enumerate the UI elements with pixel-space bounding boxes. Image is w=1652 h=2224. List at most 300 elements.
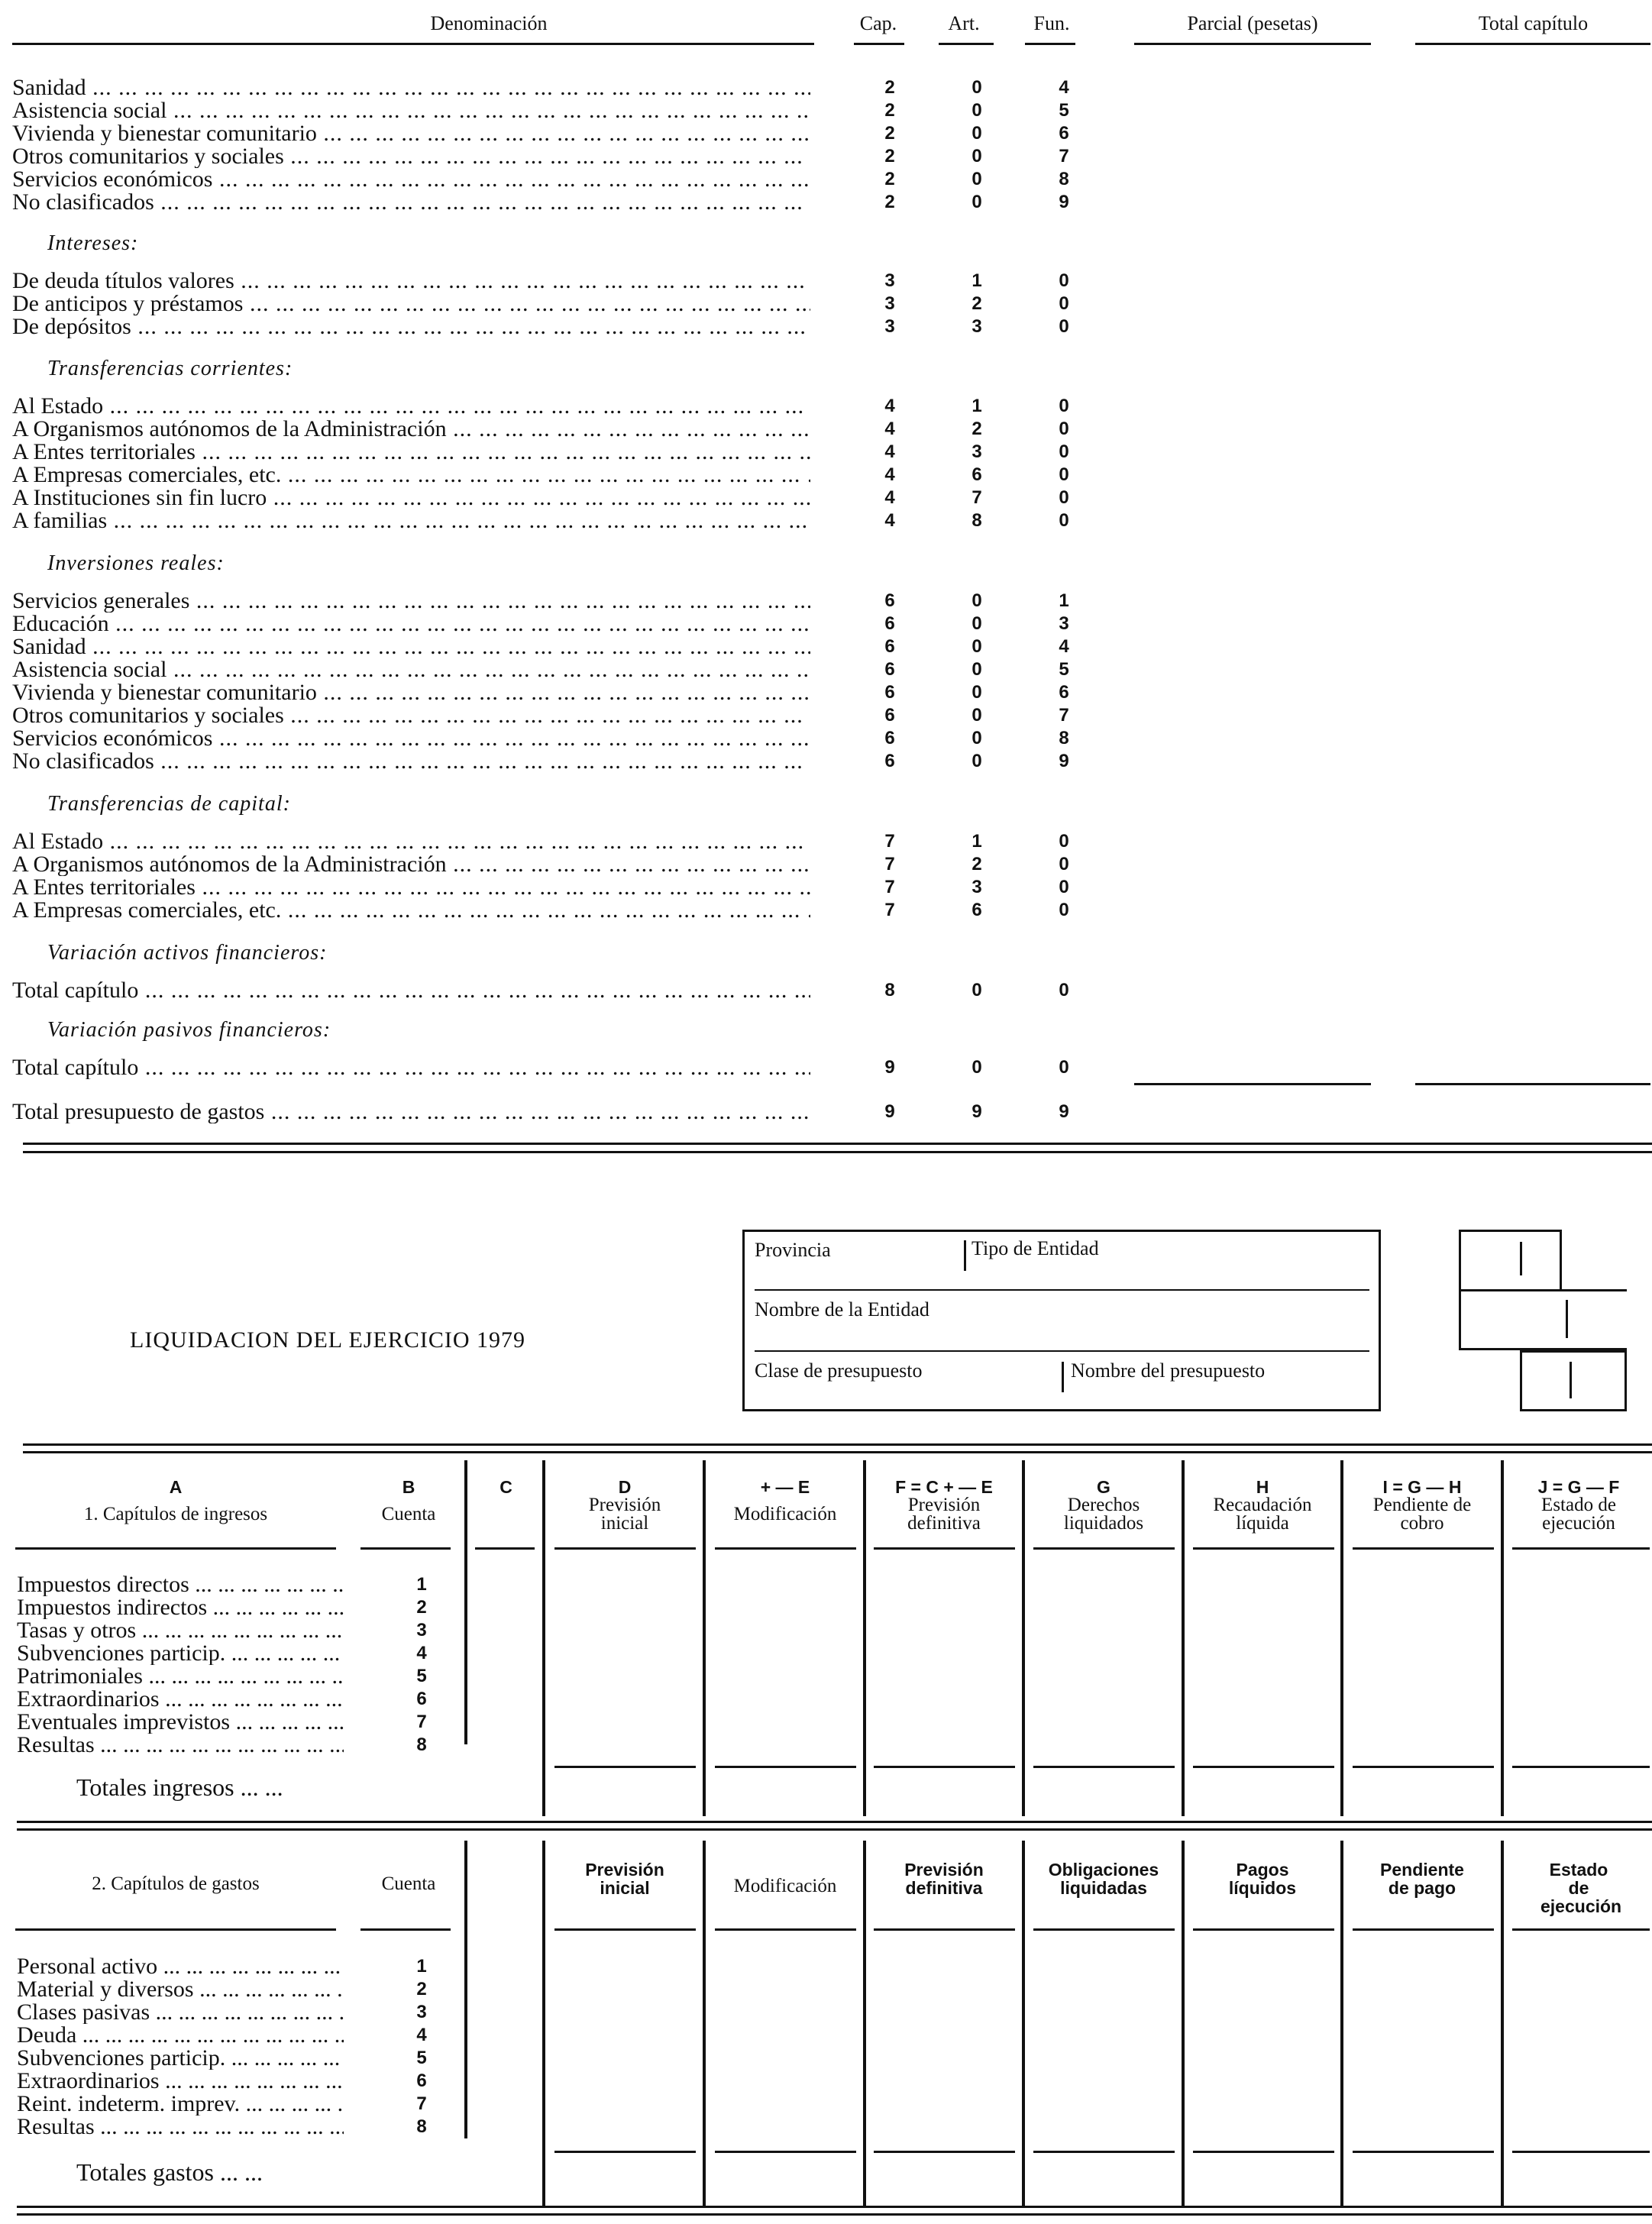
row-art: 1	[971, 831, 982, 852]
row-fun: 5	[1059, 100, 1069, 121]
col-label: Estado de ejecución	[1541, 1495, 1616, 1534]
row-fun: 0	[1059, 293, 1069, 314]
header-underline	[360, 1928, 451, 1931]
row-fun: 0	[1059, 396, 1069, 416]
col-label: 1. Capítulos de ingresos	[83, 1504, 268, 1524]
budget-row	[12, 1056, 1089, 1079]
row-cap: 4	[884, 396, 895, 416]
budget-row	[12, 727, 1089, 750]
col-label: Obligaciones liquidadas	[1048, 1860, 1159, 1898]
section-double-rule	[23, 1151, 1652, 1153]
row-label: Asistencia social ... .	[12, 99, 810, 122]
section-title-transferencias-capital: Transferencias de capital:	[47, 792, 291, 816]
row-label: A Instituciones sin fin lucro ... .	[12, 486, 810, 509]
row-cap: 3	[884, 316, 895, 337]
code-box-top	[1459, 1230, 1562, 1289]
budget-row	[12, 681, 1089, 704]
ingresos-row	[17, 1734, 445, 1757]
header-rule-parcial	[1134, 43, 1371, 45]
row-label: Vivienda y bienestar comunitario ... .	[12, 681, 810, 704]
gastos-col-b-header	[359, 1875, 458, 1893]
row-art: 9	[971, 1101, 982, 1122]
row-label: Otros comunitarios y sociales ... .	[12, 145, 810, 168]
row-label: Al Estado ... .	[12, 830, 810, 853]
row-cuenta: 1	[416, 1956, 427, 1977]
col-label: Modificación	[733, 1876, 837, 1896]
sum-rule	[715, 1766, 856, 1768]
row-cuenta: 6	[416, 2070, 427, 2091]
col-letter: A	[169, 1477, 183, 1497]
budget-row	[12, 122, 1089, 145]
row-cap: 8	[884, 980, 895, 1000]
col-label: Cuenta	[381, 1873, 436, 1894]
row-label: Otros comunitarios y sociales ... .	[12, 704, 810, 727]
budget-row	[12, 635, 1089, 658]
nombre-entidad-label: Nombre de la Entidad	[755, 1298, 929, 1320]
row-label: No clasificados ... .	[12, 191, 810, 214]
header-art: Art.	[948, 12, 980, 34]
row-fun: 0	[1059, 441, 1069, 462]
header-underline	[360, 1547, 451, 1550]
row-cap: 2	[884, 100, 895, 121]
col-a-header	[15, 1478, 336, 1524]
row-cap: 4	[884, 510, 895, 531]
col-divider	[703, 1460, 706, 1816]
row-label: Impuestos directos ... .	[17, 1573, 344, 1596]
row-art: 6	[971, 900, 982, 920]
sum-rule	[1033, 2151, 1175, 2153]
row-cuenta: 3	[416, 2002, 427, 2022]
budget-row	[12, 613, 1089, 635]
row-cap: 2	[884, 146, 895, 166]
col-letter: J = G — F	[1537, 1477, 1620, 1497]
budget-row	[12, 145, 1089, 168]
totales-gastos: Totales gastos ... ...	[76, 2158, 263, 2187]
sum-rule	[1512, 2151, 1650, 2153]
col-label: Pendiente de pago	[1380, 1860, 1464, 1898]
section-double-rule	[23, 1443, 1652, 1446]
col-letter: G	[1097, 1477, 1110, 1497]
row-art: 0	[971, 146, 982, 166]
header-underline	[874, 1547, 1015, 1550]
row-label: A Entes territoriales ... .	[12, 876, 810, 899]
row-art: 2	[971, 419, 982, 439]
col-label: Previsión definitiva	[907, 1495, 981, 1534]
header-underline	[715, 1547, 856, 1550]
row-label: Personal activo ... .	[17, 1955, 344, 1978]
row-label: Eventuales imprevistos ... .	[17, 1711, 344, 1734]
row-cuenta: 5	[416, 1666, 427, 1686]
row-label: A Entes territoriales ... .	[12, 441, 810, 464]
budget-row	[12, 315, 1089, 338]
row-cap: 7	[884, 877, 895, 897]
totales-ingresos: Totales ingresos ... ...	[76, 1773, 283, 1802]
row-art: 2	[971, 854, 982, 874]
col-divider	[703, 1841, 706, 2207]
col-label: Recaudación líquida	[1213, 1495, 1312, 1534]
col-divider	[1182, 1460, 1185, 1816]
budget-row	[12, 99, 1089, 122]
header-underline	[554, 1547, 696, 1550]
ingresos-row	[17, 1711, 445, 1734]
col-letter: I = G — H	[1382, 1477, 1462, 1497]
row-cuenta: 8	[416, 1734, 427, 1755]
row-label: De deuda títulos valores ... .	[12, 270, 810, 293]
row-label: Sanidad ... .	[12, 76, 810, 99]
section-title-transferencias-corrientes: Transferencias corrientes:	[47, 357, 293, 380]
row-label: Clases pasivas ... .	[17, 2001, 344, 2024]
code-box-divider	[1520, 1242, 1522, 1275]
header-underline	[874, 1928, 1015, 1931]
row-cap: 2	[884, 123, 895, 144]
row-cap: 4	[884, 464, 895, 485]
row-label: Educación ... .	[12, 613, 810, 635]
gastos-col-e-header	[709, 1877, 862, 1896]
row-cap: 2	[884, 169, 895, 189]
row-art: 1	[971, 396, 982, 416]
header-underline	[1353, 1547, 1494, 1550]
row-cap: 7	[884, 900, 895, 920]
row-art: 0	[971, 705, 982, 726]
row-fun: 4	[1059, 77, 1069, 98]
row-art: 3	[971, 316, 982, 337]
col-divider	[1182, 1841, 1185, 2207]
col-label: Derechos liquidados	[1063, 1495, 1144, 1534]
sum-rule	[1193, 2151, 1334, 2153]
divider	[964, 1240, 966, 1271]
row-art: 0	[971, 1057, 982, 1078]
row-art: 0	[971, 980, 982, 1000]
row-label: Total capítulo ... .	[12, 1056, 810, 1079]
col-divider	[542, 1460, 545, 1816]
header-underline	[475, 1547, 535, 1550]
row-fun: 3	[1059, 613, 1069, 634]
col-d-header	[548, 1478, 701, 1533]
row-art: 0	[971, 751, 982, 771]
col-label: Pendiente de cobro	[1372, 1495, 1472, 1534]
row-label: Material y diversos ... .	[17, 1978, 344, 2001]
row-label: No clasificados ... .	[12, 750, 810, 773]
gastos-row	[17, 2070, 445, 2093]
header-parcial: Parcial (pesetas)	[1187, 12, 1318, 34]
col-letter: + — E	[760, 1477, 810, 1497]
row-fun: 0	[1059, 464, 1069, 485]
budget-row	[12, 418, 1089, 441]
header-underline	[15, 1547, 336, 1550]
budget-row	[12, 979, 1089, 1002]
header-rule-cap	[854, 43, 904, 45]
header-underline	[554, 1928, 696, 1931]
row-cap: 6	[884, 682, 895, 703]
row-cap: 6	[884, 636, 895, 657]
header-underline	[715, 1928, 856, 1931]
ingresos-row	[17, 1688, 445, 1711]
gastos-row	[17, 1978, 445, 2001]
row-fun: 9	[1059, 192, 1069, 212]
col-divider	[1340, 1460, 1343, 1816]
row-fun: 0	[1059, 270, 1069, 291]
row-fun: 6	[1059, 123, 1069, 144]
sum-rule	[554, 2151, 696, 2153]
row-label: Subvenciones particip. ... .	[17, 2047, 344, 2070]
row-fun: 4	[1059, 636, 1069, 657]
col-label: Previsión inicial	[588, 1495, 661, 1534]
row-art: 0	[971, 77, 982, 98]
section-double-rule	[17, 2206, 1652, 2208]
col-divider	[542, 1841, 545, 2207]
row-cuenta: 5	[416, 2048, 427, 2068]
row-label: Impuestos indirectos ... .	[17, 1596, 344, 1619]
row-art: 0	[971, 123, 982, 144]
row-label: De depósitos ... .	[12, 315, 810, 338]
gastos-row	[17, 1955, 445, 1978]
row-cap: 6	[884, 728, 895, 748]
row-fun: 7	[1059, 146, 1069, 166]
row-label: Resultas ... .	[17, 2116, 344, 2138]
row-label: Servicios económicos ... .	[12, 168, 810, 191]
row-cuenta: 3	[416, 1620, 427, 1641]
row-cap: 6	[884, 590, 895, 611]
gastos-col-d-header	[548, 1860, 701, 1897]
budget-row	[12, 876, 1089, 899]
divider	[755, 1289, 1369, 1291]
row-art: 1	[971, 270, 982, 291]
sum-rule	[1512, 1766, 1650, 1768]
section-double-rule	[17, 1821, 1652, 1823]
row-fun: 0	[1059, 877, 1069, 897]
col-divider	[863, 1460, 866, 1816]
row-label: Asistencia social ... .	[12, 658, 810, 681]
row-label: Servicios generales ... .	[12, 590, 810, 613]
col-divider	[1340, 1841, 1343, 2207]
section-title-intereses: Intereses:	[47, 231, 139, 255]
col-label: Previsión definitiva	[904, 1860, 984, 1898]
header-underline	[15, 1928, 336, 1931]
row-label: Subvenciones particip. ... .	[17, 1642, 344, 1665]
row-fun: 9	[1059, 751, 1069, 771]
gastos-col-j-header	[1506, 1860, 1651, 1915]
col-divider	[1501, 1460, 1504, 1816]
budget-row	[12, 899, 1089, 922]
ingresos-row	[17, 1619, 445, 1642]
row-fun: 5	[1059, 659, 1069, 680]
header-underline	[1353, 1928, 1494, 1931]
row-art: 0	[971, 636, 982, 657]
col-label: 2. Capítulos de gastos	[92, 1873, 260, 1894]
budget-row	[12, 590, 1089, 613]
header-cap: Cap.	[859, 12, 897, 34]
row-art: 2	[971, 293, 982, 314]
budget-row	[12, 830, 1089, 853]
row-cap: 2	[884, 192, 895, 212]
code-box-middle	[1459, 1289, 1627, 1350]
divider	[1062, 1362, 1064, 1392]
row-fun: 0	[1059, 419, 1069, 439]
header-underline	[1512, 1928, 1650, 1931]
tipo-entidad-label: Tipo de Entidad	[971, 1237, 1099, 1259]
col-divider	[863, 1841, 866, 2207]
row-label: Sanidad ... .	[12, 635, 810, 658]
sum-rule	[1353, 2151, 1494, 2153]
row-cap: 6	[884, 705, 895, 726]
row-cuenta: 6	[416, 1689, 427, 1709]
col-letter: F = C + — E	[895, 1477, 993, 1497]
section-double-rule	[23, 1143, 1652, 1145]
ingresos-row	[17, 1665, 445, 1688]
header-rule-art	[939, 43, 994, 45]
budget-row	[12, 191, 1089, 214]
header-total: Total capítulo	[1478, 12, 1589, 34]
sum-rule	[715, 2151, 856, 2153]
col-letter: D	[618, 1477, 632, 1497]
gastos-row	[17, 2093, 445, 2116]
gastos-col-g-header	[1027, 1860, 1180, 1897]
row-label: De anticipos y préstamos ... .	[12, 293, 810, 315]
col-label: Cuenta	[381, 1504, 436, 1524]
budget-row	[12, 853, 1089, 876]
col-letter: H	[1256, 1477, 1269, 1497]
row-fun: 0	[1059, 831, 1069, 852]
row-cuenta: 2	[416, 1597, 427, 1618]
row-cuenta: 7	[416, 2093, 427, 2114]
row-fun: 7	[1059, 705, 1069, 726]
row-fun: 0	[1059, 487, 1069, 508]
code-box-divider	[1566, 1300, 1568, 1338]
gastos-col-f-header	[868, 1860, 1020, 1897]
page-title: LIQUIDACION DEL EJERCICIO 1979	[130, 1327, 525, 1353]
row-cap: 4	[884, 487, 895, 508]
code-box-divider	[1570, 1362, 1572, 1398]
gastos-row	[17, 2001, 445, 2024]
row-fun: 0	[1059, 510, 1069, 531]
parcial-total-rule	[1134, 1083, 1371, 1085]
row-art: 0	[971, 100, 982, 121]
row-fun: 8	[1059, 169, 1069, 189]
row-art: 3	[971, 877, 982, 897]
col-e-header	[709, 1478, 862, 1524]
col-label: Modificación	[733, 1504, 837, 1524]
gastos-row	[17, 2116, 445, 2138]
row-fun: 6	[1059, 682, 1069, 703]
code-box-bottom	[1520, 1350, 1627, 1411]
budget-row	[12, 76, 1089, 99]
budget-row	[12, 441, 1089, 464]
row-cap: 7	[884, 854, 895, 874]
row-label: Reint. indeterm. imprev. ... .	[17, 2093, 344, 2116]
divider	[755, 1350, 1369, 1352]
row-cap: 6	[884, 659, 895, 680]
row-label: Resultas ... .	[17, 1734, 344, 1757]
col-i-header	[1346, 1478, 1498, 1533]
nombre-presupuesto-label: Nombre del presupuesto	[1071, 1359, 1266, 1382]
ingresos-row	[17, 1573, 445, 1596]
row-label: Extraordinarios ... .	[17, 1688, 344, 1711]
budget-total-row	[12, 1101, 1089, 1123]
section-double-rule	[17, 2213, 1652, 2216]
row-cuenta: 2	[416, 1979, 427, 1999]
row-art: 0	[971, 659, 982, 680]
row-label: A familias ... .	[12, 509, 810, 532]
row-cuenta: 4	[416, 2025, 427, 2045]
row-art: 8	[971, 510, 982, 531]
col-f-header	[868, 1478, 1020, 1533]
row-art: 3	[971, 441, 982, 462]
row-cap: 4	[884, 441, 895, 462]
row-label: A Empresas comerciales, etc. ... .	[12, 464, 810, 486]
row-cap: 4	[884, 419, 895, 439]
col-label: Pagos líquidos	[1228, 1860, 1297, 1898]
budget-row	[12, 293, 1089, 315]
row-cap: 6	[884, 751, 895, 771]
row-art: 7	[971, 487, 982, 508]
row-label: Total capítulo ... .	[12, 979, 810, 1002]
col-divider	[464, 1460, 467, 1744]
row-art: 0	[971, 682, 982, 703]
row-cuenta: 4	[416, 1643, 427, 1663]
col-divider	[464, 1841, 467, 2138]
col-divider	[1022, 1841, 1025, 2207]
row-cap: 3	[884, 270, 895, 291]
sum-rule	[1353, 1766, 1494, 1768]
col-c-header: C	[499, 1477, 512, 1497]
capitulo-total-rule	[1415, 1083, 1650, 1085]
section-title-pasivos-financieros: Variación pasivos financieros:	[47, 1018, 331, 1042]
header-fun: Fun.	[1033, 12, 1070, 34]
section-title-inversiones-reales: Inversiones reales:	[47, 551, 225, 575]
row-label: Extraordinarios ... .	[17, 2070, 344, 2093]
row-fun: 0	[1059, 854, 1069, 874]
budget-row	[12, 509, 1089, 532]
header-rule-fun	[1025, 43, 1075, 45]
section-double-rule	[17, 1828, 1652, 1831]
ingresos-row	[17, 1642, 445, 1665]
header-rule-total	[1415, 43, 1650, 45]
header-underline	[1033, 1547, 1175, 1550]
row-label: Deuda ... .	[17, 2024, 344, 2047]
sum-rule	[1193, 1766, 1334, 1768]
row-label: Patrimoniales ... .	[17, 1665, 344, 1688]
row-art: 0	[971, 590, 982, 611]
col-letter: B	[402, 1477, 415, 1497]
row-fun: 1	[1059, 590, 1069, 611]
row-label: A Organismos autónomos de la Administración ... .	[12, 418, 810, 441]
row-label: A Empresas comerciales, etc. ... .	[12, 899, 810, 922]
col-j-header	[1506, 1478, 1651, 1533]
row-art: 0	[971, 192, 982, 212]
row-cap: 3	[884, 293, 895, 314]
row-label: Vivienda y bienestar comunitario ... .	[12, 122, 810, 145]
budget-row	[12, 486, 1089, 509]
col-label: Estado de ejecución	[1540, 1860, 1622, 1916]
col-divider	[1501, 1841, 1504, 2207]
budget-row	[12, 464, 1089, 486]
header-underline	[1193, 1547, 1334, 1550]
header-rule-denominacion	[12, 43, 814, 45]
row-art: 6	[971, 464, 982, 485]
budget-row	[12, 270, 1089, 293]
col-h-header	[1186, 1478, 1339, 1533]
col-label: Previsión inicial	[585, 1860, 664, 1898]
gastos-col-i-header	[1346, 1860, 1498, 1897]
provincia-label: Provincia	[755, 1239, 831, 1261]
row-fun: 8	[1059, 728, 1069, 748]
budget-row	[12, 750, 1089, 773]
row-label: A Organismos autónomos de la Administración ... .	[12, 853, 810, 876]
budget-row	[12, 704, 1089, 727]
row-cuenta: 8	[416, 2116, 427, 2137]
row-art: 0	[971, 613, 982, 634]
gastos-row	[17, 2024, 445, 2047]
